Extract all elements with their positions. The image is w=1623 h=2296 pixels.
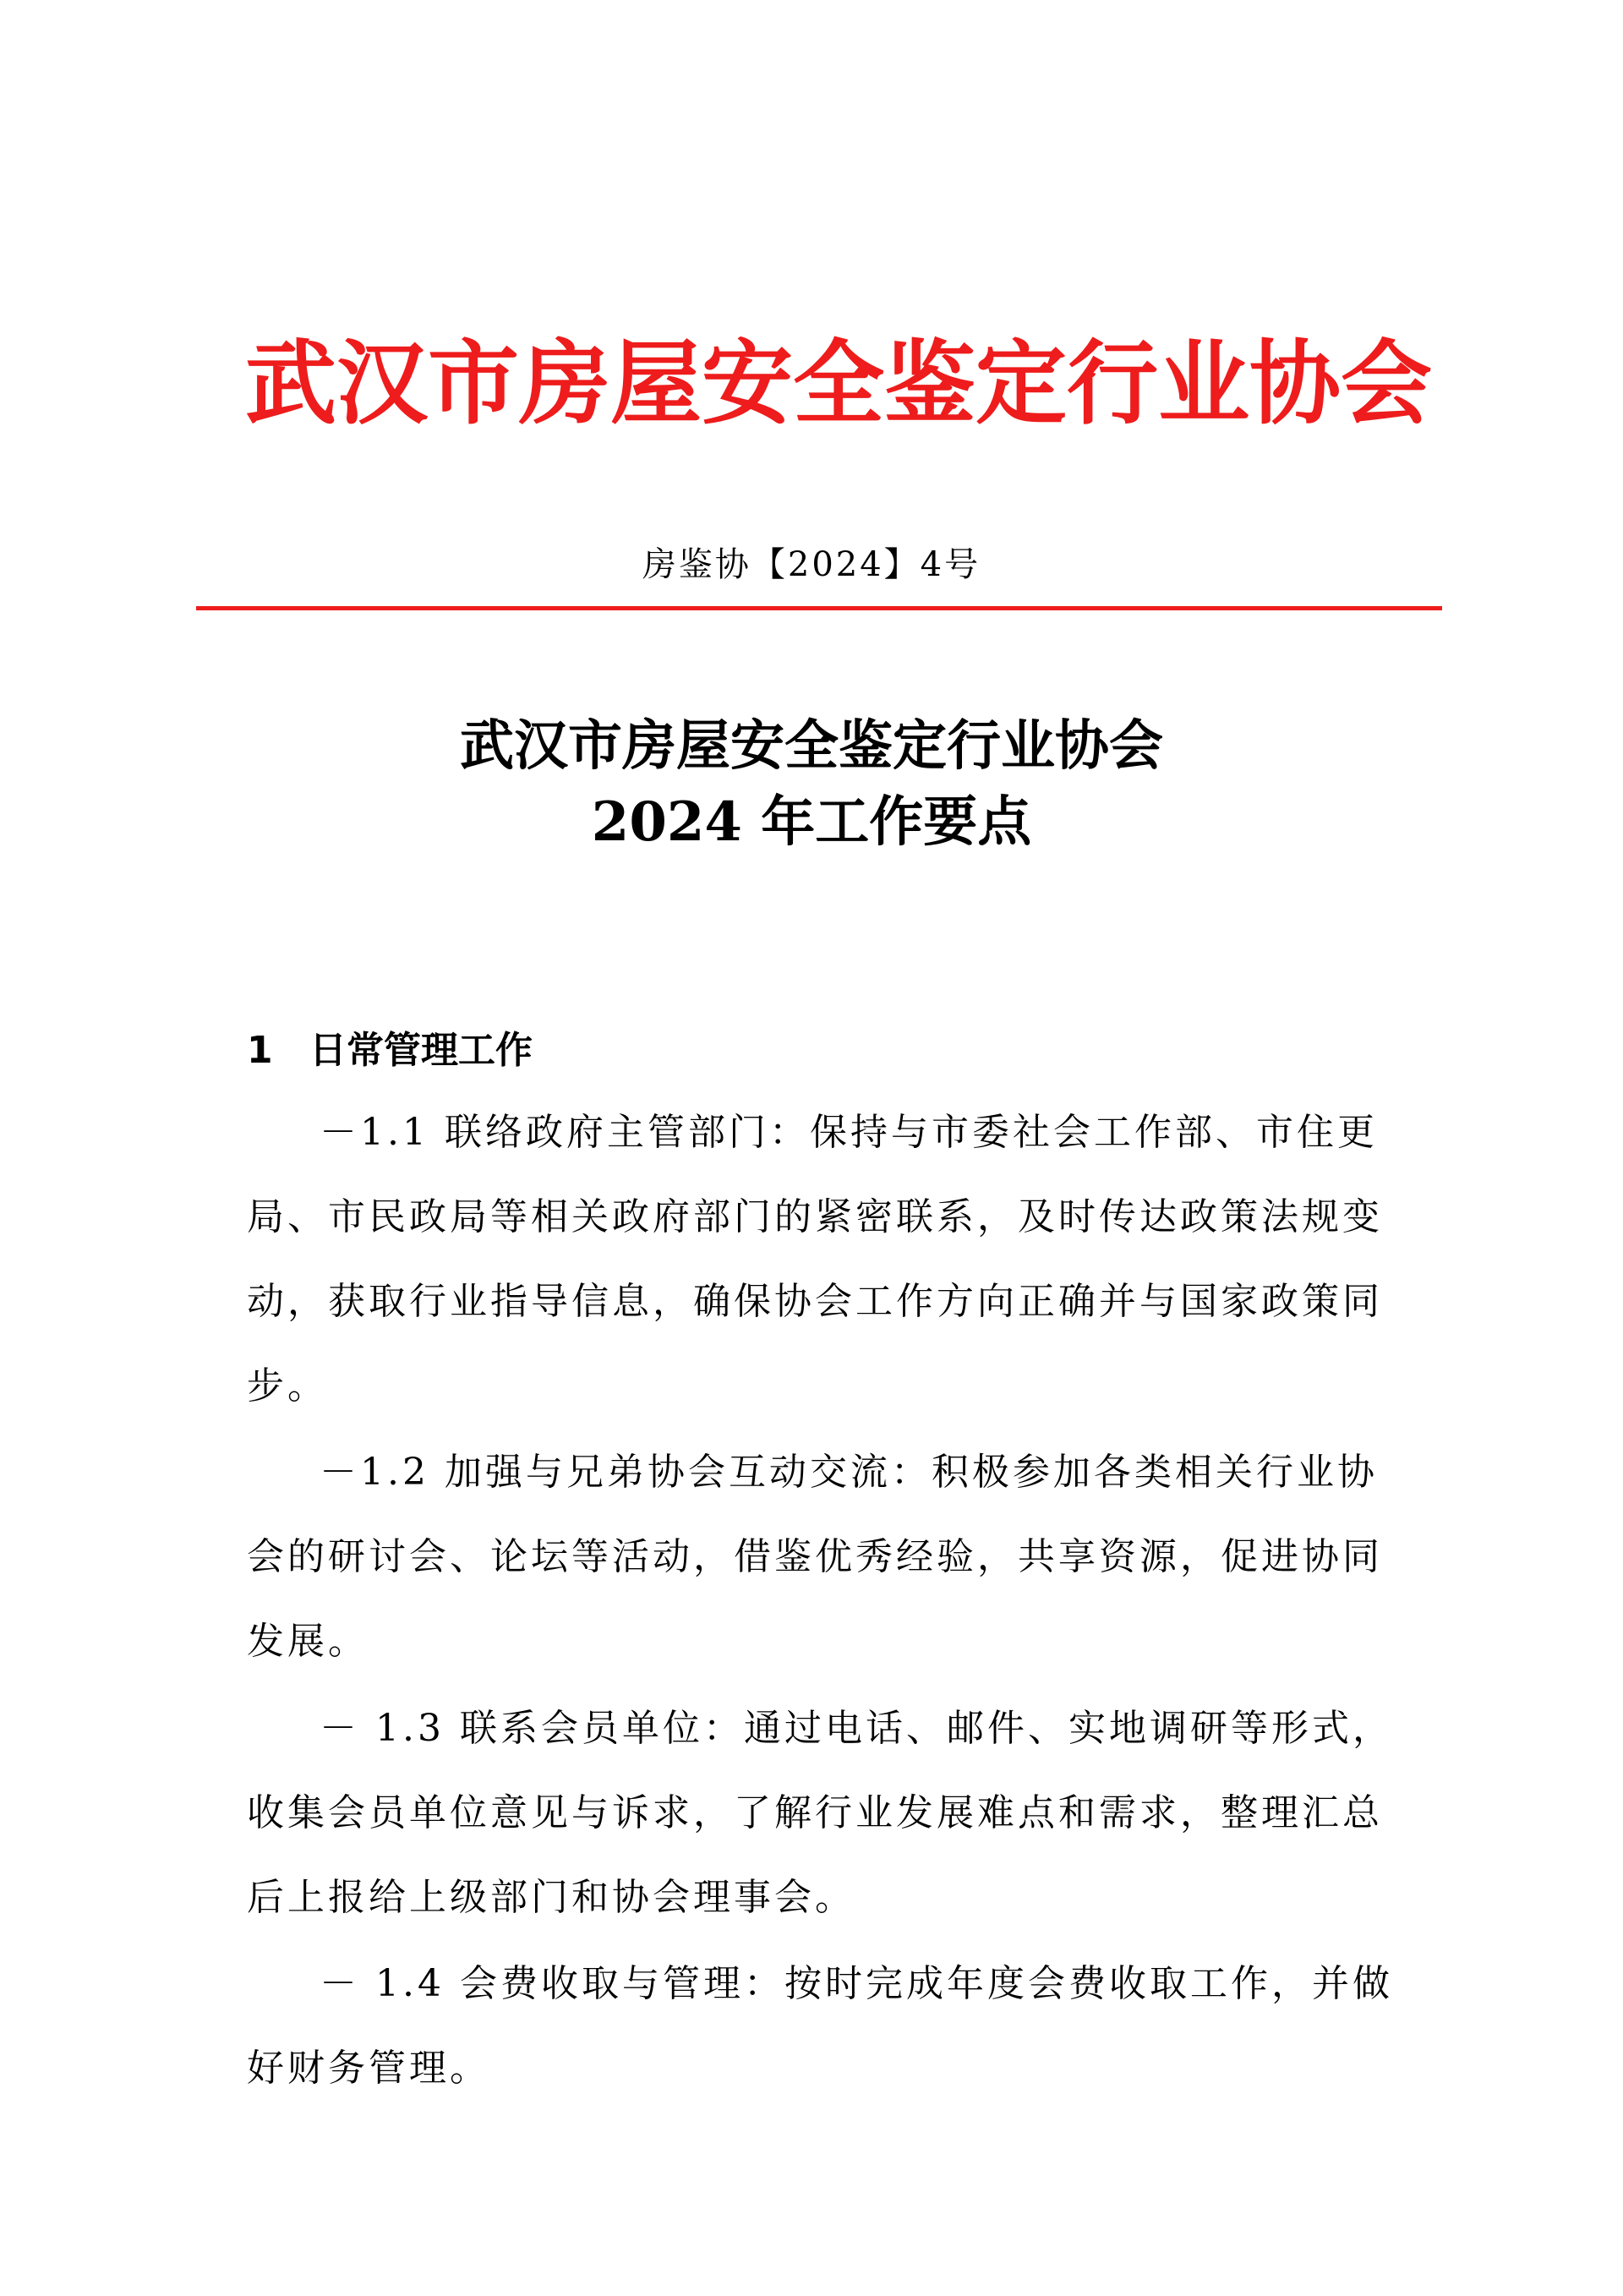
paragraph-line: － 1.4 会费收取与管理：按时完成年度会费收取工作，并做	[320, 1962, 1393, 2005]
paragraph-line: 动，获取行业指导信息，确保协会工作方向正确并与国家政策同	[247, 1280, 1383, 1323]
document-title	[0, 708, 1623, 861]
section-heading	[247, 1021, 533, 1080]
paragraph-line: 好财务管理。	[247, 2047, 490, 2090]
paragraph-1-1	[247, 1091, 1383, 1429]
paragraph-1-4	[247, 1942, 1393, 2111]
paragraph-line: 收集会员单位意见与诉求，了解行业发展难点和需求，整理汇总	[247, 1791, 1383, 1834]
paragraph-line: 局、市民政局等相关政府部门的紧密联系，及时传达政策法规变	[247, 1195, 1383, 1238]
section-heading-text: 日常管理工作	[309, 1029, 533, 1072]
document-title-line-1: 武汉市房屋安全鉴定行业协会	[460, 714, 1163, 778]
paragraph-1-2	[247, 1430, 1383, 1684]
paragraph-line: －1.2 加强与兄弟协会互动交流：积极参加各类相关行业协	[320, 1451, 1378, 1494]
paragraph-line: －1.1 联络政府主管部门：保持与市委社会工作部、市住更	[320, 1111, 1378, 1154]
paragraph-line: 发展。	[247, 1620, 369, 1663]
document-number: 房鉴协【2024】4号	[642, 545, 981, 584]
paragraph-line: 后上报给上级部门和协会理事会。	[247, 1876, 855, 1919]
paragraph-1-3	[247, 1686, 1393, 1940]
section-number: 1	[247, 1029, 273, 1072]
paragraph-line: 会的研讨会、论坛等活动，借鉴优秀经验，共享资源，促进协同	[247, 1535, 1383, 1578]
red-divider-line	[196, 606, 1442, 610]
document-title-line-2: 2024 年工作要点	[591, 790, 1032, 854]
paragraph-line: 步。	[247, 1364, 328, 1408]
organization-masthead: 武汉市房屋安全鉴定行业协会	[245, 331, 1433, 437]
paragraph-line: － 1.3 联系会员单位：通过电话、邮件、实地调研等形式，	[320, 1707, 1393, 1750]
